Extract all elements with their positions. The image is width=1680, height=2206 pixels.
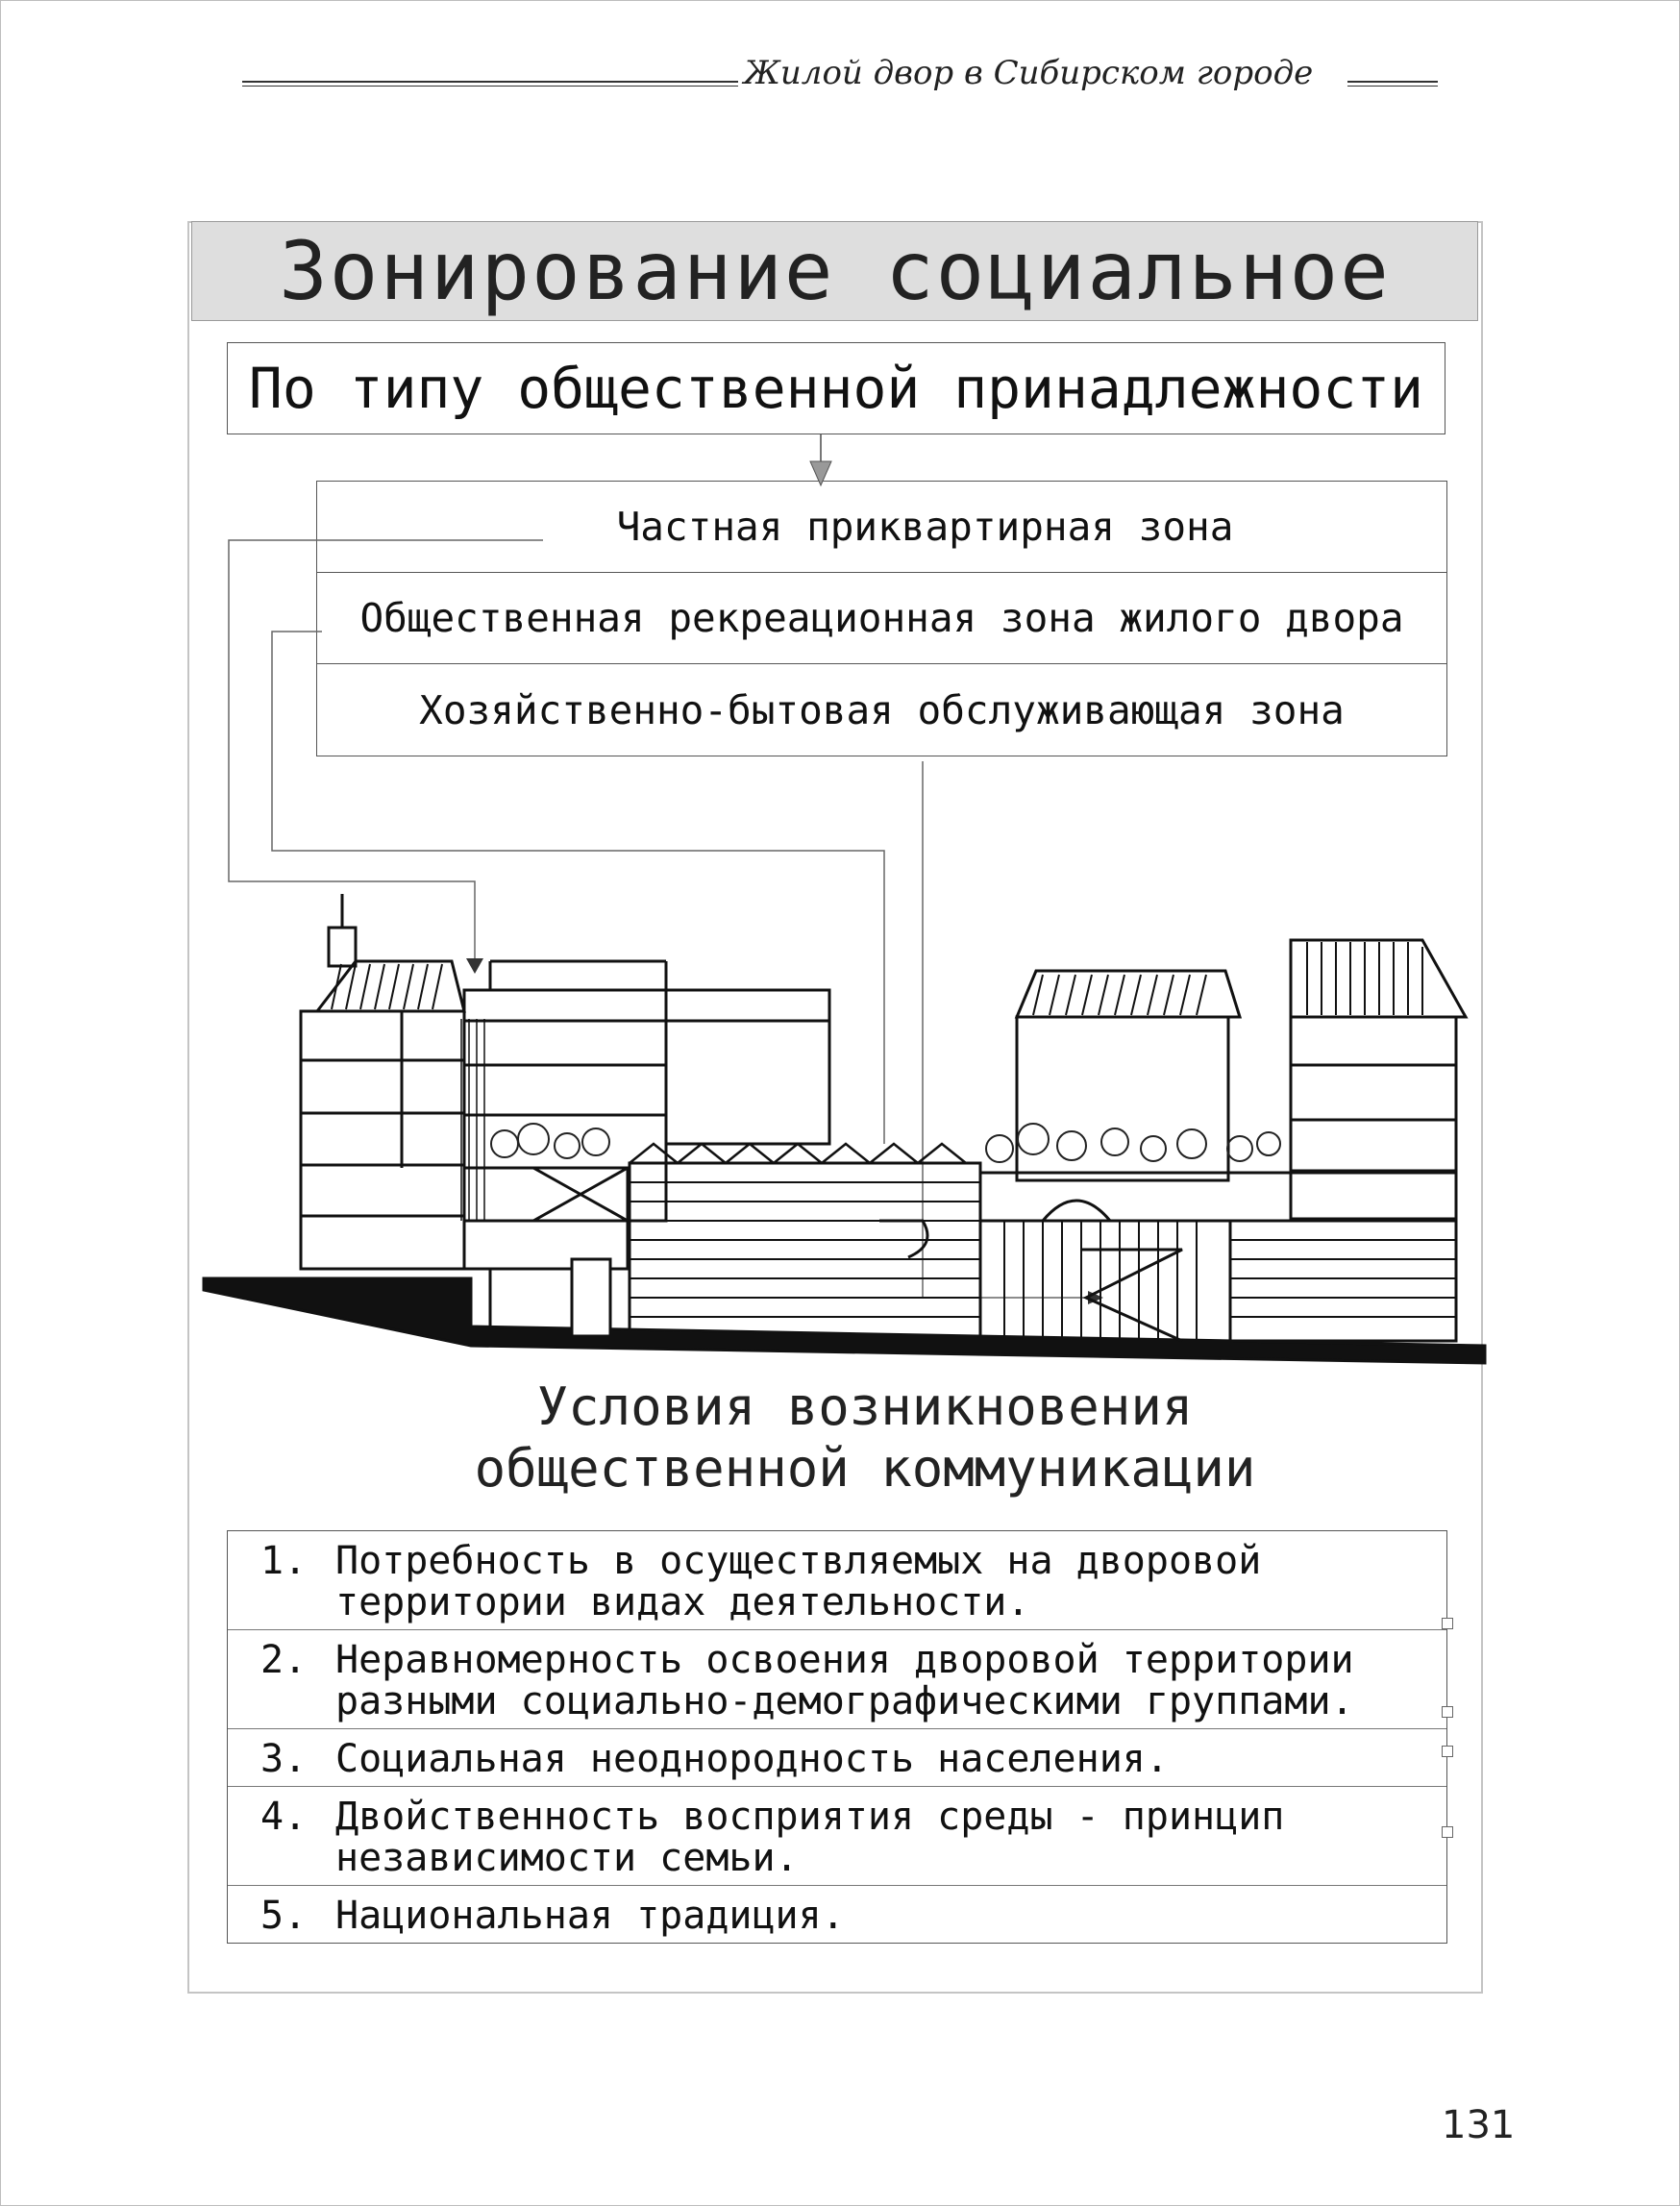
list-item <box>228 1630 1446 1729</box>
leader-arrow-icon <box>466 958 483 974</box>
zone-label: Хозяйственно-бытовая обслуживающая зона <box>419 686 1345 733</box>
resize-handle[interactable] <box>1442 1706 1453 1718</box>
list-item <box>228 1886 1446 1943</box>
page-title: Зонирование социальное <box>191 221 1478 321</box>
list-item-text: Неравномерность освоения дворовой территории разными социально-демографическими группами. <box>335 1638 1354 1723</box>
list-item-text: Потребность в осуществляемых на дворовой территории видах деятельности. <box>335 1539 1262 1624</box>
list-item-text: Национальная традиция. <box>335 1894 845 1938</box>
right-building-block <box>980 940 1466 1341</box>
list-item-number: 1. <box>260 1539 308 1583</box>
section-title-line: общественной коммуникации <box>474 1438 1256 1499</box>
subtitle-box: По типу общественной принадлежности <box>227 342 1445 434</box>
list-item-number: 2. <box>260 1638 308 1682</box>
zone-label: Частная приквартирная зона <box>616 504 1234 550</box>
section-title-line: Условия возникновения <box>536 1376 1194 1437</box>
conditions-list <box>227 1530 1447 1944</box>
down-arrow-icon <box>810 434 831 485</box>
list-item-number: 5. <box>260 1894 308 1938</box>
courtyard-terraces <box>630 1144 980 1336</box>
list-item-number: 4. <box>260 1795 308 1839</box>
list-item-text: Социальная неоднородность населения. <box>335 1737 1169 1781</box>
zone-label: Общественная рекреационная зона жилого двора <box>359 595 1404 641</box>
leader-lines <box>229 540 1096 1298</box>
running-header: Жилой двор в Сибирском городе <box>743 54 1314 92</box>
list-item-number: 3. <box>260 1737 308 1781</box>
list-item <box>228 1531 1446 1630</box>
trees <box>491 1124 1280 1162</box>
page-number: 131 <box>1442 2103 1516 2147</box>
resize-handle[interactable] <box>1442 1826 1453 1838</box>
list-item-text: Двойственность восприятия среды - принцип независимости семьи. <box>335 1795 1285 1880</box>
resize-handle[interactable] <box>1442 1746 1453 1757</box>
list-item <box>228 1729 1446 1787</box>
section-title <box>288 1376 1442 1500</box>
list-item <box>228 1787 1446 1886</box>
resize-handle[interactable] <box>1442 1618 1453 1629</box>
